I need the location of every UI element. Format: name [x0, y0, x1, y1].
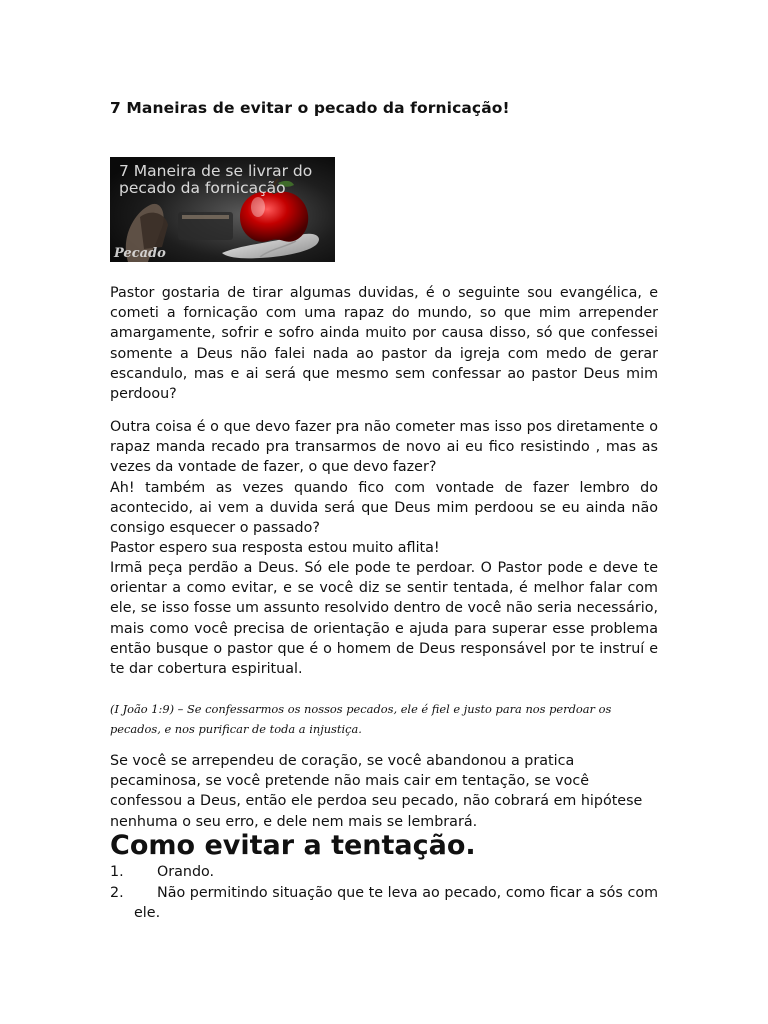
paragraph-doubt: Ah! também as vezes quando fico com vontade de fazer lembro do acontecido, ai vem a duvida será que Deus mim perdoou se eu ainda não consigo esquecer o passado?	[110, 480, 658, 537]
list-item-text: Não permitindo situação que te leva ao pecado, como ficar a sós com ele.	[134, 884, 658, 922]
tips-list	[110, 862, 658, 924]
section-heading: Como evitar a tentação.	[110, 830, 476, 861]
banner-image	[110, 157, 335, 262]
banner-caption-line1: 7 Maneira de se livrar do	[119, 162, 313, 180]
banner-tag: Pecado	[114, 246, 166, 261]
list-item	[110, 883, 658, 924]
paragraph-plea: Pastor espero sua resposta estou muito aflita!	[110, 540, 440, 556]
paragraph-conclusion: Se você se arrependeu de coração, se você abandonou a pratica pecaminosa, se você pretende não mais cair em tentação, se você confessou a Deus, então ele perdoa seu pecado, não cobrará em hipótese nenhuma o seu erro, e dele nem mais se lembrará.	[110, 753, 643, 830]
list-item-text: Orando.	[157, 864, 215, 880]
list-item-number: 2.	[110, 884, 124, 901]
paragraph-question-continued: Outra coisa é o que devo fazer pra não cometer mas isso pos diretamente o rapaz manda recado pra transarmos de novo ai eu fico resistindo , mas as vezes da vontade de fazer, o que devo fazer?	[110, 419, 658, 476]
list-item-number: 1.	[110, 864, 124, 880]
bible-verse: (I João 1:9) – Se confessarmos os nossos pecados, ele é fiel e justo para nos perdoar os pecados, e nos purificar de toda a injustiça.	[110, 702, 612, 736]
paragraph-answer: Irmã peça perdão a Deus. Só ele pode te perdoar. O Pastor pode e deve te orientar a como evitar, e se você diz se sentir tentada, é melhor falar com ele, se isso fosse um assunto resolvido dentro de você não seria necessário, mais como você precisa de orientação e ajuda para superar esse problema então busque o pastor que é o homem de Deus responsável por te instruí e te dar cobertura espiritual.	[110, 560, 658, 678]
banner-caption-line2: pecado da fornicação	[119, 179, 286, 197]
document-title: 7 Maneiras de evitar o pecado da fornicação!	[110, 99, 510, 117]
paragraph-question: Pastor gostaria de tirar algumas duvidas, é o seguinte sou evangélica, e cometi a fornicação com uma rapaz do mundo, so que mim arrepender amargamente, sofrir e sofro ainda muito por causa disso, só que confessei somente a Deus não falei nada ao pastor da igreja com medo de gerar escandulo, mas e ai será que mesmo sem confessar ao pastor Deus mim perdoou?	[110, 285, 658, 403]
list-item	[110, 862, 658, 883]
